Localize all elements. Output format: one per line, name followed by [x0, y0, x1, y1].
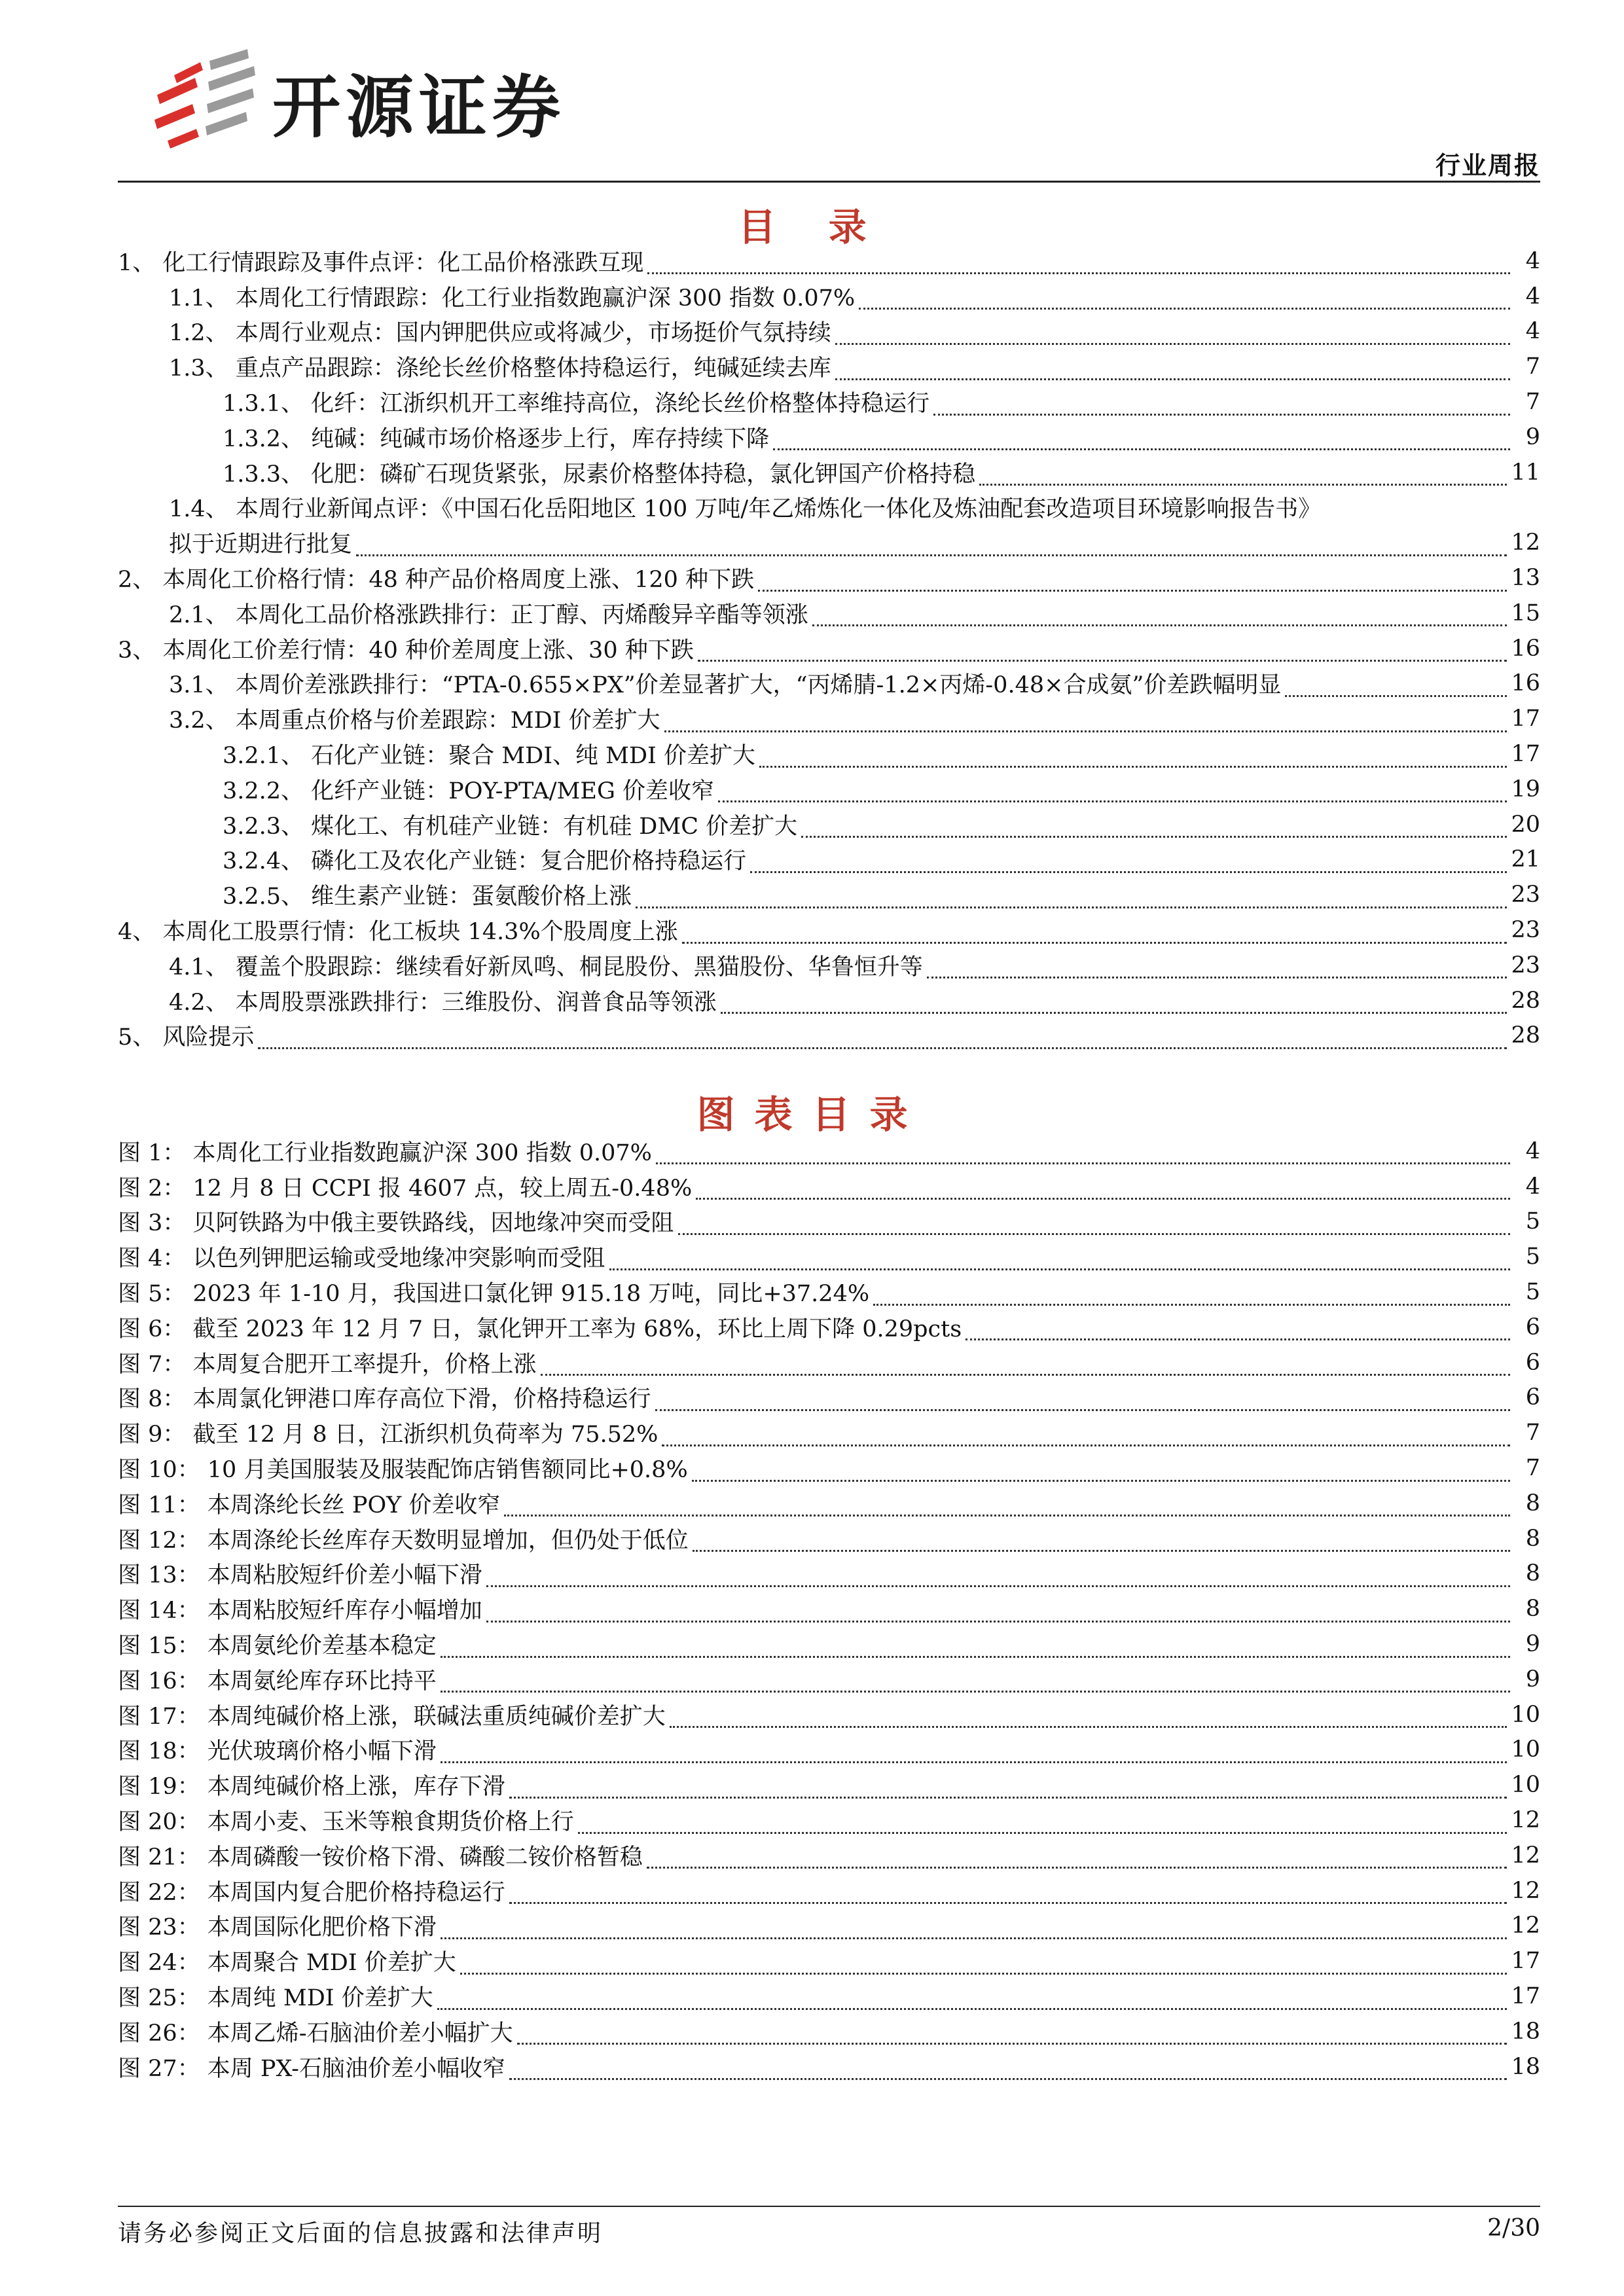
toc-entry-text: 1.2、 本周行业观点：国内钾肥供应或将减少，市场挺价气氛持续: [169, 320, 831, 347]
figure-entry-text: 图 10： 10 月美国服装及服装配饰店销售额同比+0.8%: [118, 1457, 688, 1484]
toc-entry-text: 3.2.2、 化纤产业链：POY-PTA/MEG 价差收窄: [223, 778, 715, 804]
figure-entry-text: 图 27： 本周 PX-石脑油价差小幅收窄: [118, 2055, 505, 2082]
toc-entry[interactable]: [118, 279, 1540, 314]
figure-entry-text: 图 21： 本周磷酸一铵价格下滑、磷酸二铵价格暂稳: [118, 1844, 643, 1871]
dot-leader: [636, 887, 1507, 908]
figure-entry-page: 10: [1511, 1772, 1540, 1799]
toc-entry[interactable]: [118, 349, 1540, 384]
toc-entry[interactable]: [118, 666, 1540, 702]
toc-entry-text: 拟于近期进行批复: [169, 531, 353, 558]
figure-index-title: 图表目录: [696, 1092, 928, 1137]
dot-leader: [835, 323, 1510, 345]
toc-entry[interactable]: [118, 736, 1540, 772]
figure-entry[interactable]: [118, 1274, 1540, 1310]
figure-entry[interactable]: [118, 1626, 1540, 1662]
figure-index-list: [118, 1134, 1540, 2085]
figure-entry[interactable]: [118, 1943, 1540, 1979]
figure-entry-page: 6: [1525, 1384, 1540, 1411]
toc-entry[interactable]: [118, 384, 1540, 420]
figure-entry-text: 图 5： 2023 年 1-10 月，我国进口氯化钾 915.18 万吨，同比+37.24%: [118, 1281, 870, 1308]
figure-entry-page: 17: [1511, 1948, 1540, 1975]
dot-leader: [670, 1706, 1507, 1728]
dot-leader: [682, 922, 1507, 944]
figure-entry-page: 5: [1525, 1279, 1540, 1306]
toc-entry-page: 23: [1511, 917, 1540, 944]
toc-entry[interactable]: [118, 807, 1540, 842]
figure-entry-page: 17: [1511, 1983, 1540, 2010]
toc-entry-text: 3.2.5、 维生素产业链：蛋氨酸价格上涨: [223, 884, 632, 910]
report-type: 行业周报: [1435, 151, 1540, 180]
figure-entry-text: 图 6： 截至 2023 年 12 月 7 日，氯化钾开工率为 68%，环比上周下降 0.29pcts: [118, 1316, 962, 1342]
dot-leader: [578, 1812, 1507, 1834]
toc-entry[interactable]: [118, 842, 1540, 878]
dot-leader: [759, 746, 1507, 768]
figure-entry[interactable]: [118, 1204, 1540, 1240]
dot-leader: [517, 2023, 1507, 2045]
figure-entry[interactable]: [118, 1662, 1540, 1697]
figure-entry-page: 18: [1511, 2053, 1540, 2080]
dot-leader: [509, 1777, 1507, 1799]
figure-entry[interactable]: [118, 1838, 1540, 1873]
figure-entry[interactable]: [118, 1697, 1540, 1732]
header-divider: [118, 181, 1540, 183]
figure-entry-text: 图 11： 本周涤纶长丝 POY 价差收窄: [118, 1492, 501, 1518]
toc-entry-page: 17: [1511, 706, 1540, 732]
figure-entry-page: 12: [1511, 1912, 1540, 1939]
figure-entry-page: 9: [1525, 1631, 1540, 1658]
toc-entry[interactable]: [118, 631, 1540, 666]
figure-entry[interactable]: [118, 1521, 1540, 1556]
figure-entry-text: 图 7： 本周复合肥开工率提升，价格上涨: [118, 1351, 537, 1378]
figure-entry-text: 图 23： 本周国际化肥价格下滑: [118, 1914, 437, 1941]
toc-entry-text: 4.2、 本周股票涨跌排行：三维股份、润普食品等领涨: [169, 989, 717, 1016]
toc-entry-page: 4: [1525, 318, 1540, 345]
dot-leader: [678, 1213, 1510, 1235]
figure-entry-page: 5: [1525, 1208, 1540, 1235]
toc-entry[interactable]: [118, 772, 1540, 807]
toc-entry[interactable]: [118, 948, 1540, 983]
dot-leader: [504, 1495, 1510, 1516]
figure-entry-page: 7: [1525, 1455, 1540, 1482]
dot-leader: [441, 1671, 1510, 1693]
toc-entry-page: 11: [1511, 459, 1540, 486]
dot-leader: [460, 1953, 1507, 1975]
figure-entry[interactable]: [118, 1591, 1540, 1626]
toc-entry-page: 20: [1511, 811, 1540, 838]
toc-entry-text: 4.1、 覆盖个股跟踪：继续看好新凤鸣、桐昆股份、黑猫股份、华鲁恒升等: [169, 954, 923, 980]
toc-entry-text: 3.2.1、 石化产业链：聚合 MDI、纯 MDI 价差扩大: [223, 743, 756, 770]
toc-entry-page: 9: [1525, 423, 1540, 450]
toc-entry-text: 1、 化工行情跟踪及事件点评：化工品价格涨跌互现: [118, 249, 644, 276]
dot-leader: [486, 1601, 1510, 1623]
figure-entry-text: 图 13： 本周粘胶短纤价差小幅下滑: [118, 1562, 482, 1589]
dot-leader: [437, 1988, 1507, 2010]
dot-leader: [1285, 675, 1507, 697]
toc-entry-page: 16: [1511, 670, 1540, 697]
figure-entry-text: 图 17： 本周纯碱价格上涨，联碱法重质纯碱价差扩大: [118, 1703, 666, 1730]
figure-entry-page: 12: [1511, 1842, 1540, 1869]
dot-leader: [721, 992, 1507, 1014]
toc-list: [118, 243, 1540, 1053]
figure-entry[interactable]: [118, 1486, 1540, 1521]
figure-entry-text: 图 24： 本周聚合 MDI 价差扩大: [118, 1950, 456, 1977]
figure-entry[interactable]: [118, 1239, 1540, 1274]
figure-entry-text: 图 20： 本周小麦、玉米等粮食期货价格上行: [118, 1809, 574, 1836]
dot-leader: [718, 781, 1507, 802]
figure-entry[interactable]: [118, 1415, 1540, 1450]
figure-entry[interactable]: [118, 1873, 1540, 1909]
dot-leader: [486, 1566, 1510, 1587]
toc-entry-text: 2.1、 本周化工品价格涨跌排行：正丁醇、丙烯酸异辛酯等领涨: [169, 601, 808, 628]
figure-entry-text: 图 3： 贝阿铁路为中俄主要铁路线，因地缘冲突而受阻: [118, 1210, 674, 1237]
figure-entry-page: 6: [1525, 1314, 1540, 1340]
figure-entry[interactable]: [118, 1767, 1540, 1803]
figure-entry-text: 图 19： 本周纯碱价格上涨，库存下滑: [118, 1774, 505, 1801]
toc-entry-text: 1.4、 本周行业新闻点评：《中国石化岳阳地区 100 万吨/年乙烯炼化一体化及炼油配套改造项目环境影响报告书》: [169, 496, 1322, 523]
figure-entry-page: 18: [1511, 2018, 1540, 2045]
toc-entry[interactable]: [118, 1018, 1540, 1054]
figure-entry-page: 9: [1525, 1666, 1540, 1693]
dot-leader: [835, 359, 1510, 380]
dot-leader: [509, 2058, 1507, 2080]
figure-entry-text: 图 18： 光伏玻璃价格小幅下滑: [118, 1738, 437, 1765]
dot-leader: [979, 464, 1507, 486]
figure-entry-page: 8: [1525, 1490, 1540, 1516]
toc-entry[interactable]: [118, 525, 1540, 560]
figure-entry-text: 图 2： 12 月 8 日 CCPI 报 4607 点，较上周五-0.48%: [118, 1175, 693, 1202]
dot-leader: [873, 1284, 1510, 1306]
company-name: 开源证券: [272, 67, 566, 147]
dot-leader: [541, 1354, 1510, 1376]
figure-entry[interactable]: [118, 1134, 1540, 1169]
toc-entry[interactable]: [118, 243, 1540, 279]
figure-entry-page: 10: [1511, 1736, 1540, 1763]
toc-entry[interactable]: [118, 314, 1540, 350]
toc-entry-text: 1.3.1、 化纤：江浙织机开工率维持高位，涤纶长丝价格整体持稳运行: [223, 391, 930, 418]
toc-entry-text: 3.2.4、 磷化工及农化产业链：复合肥价格持稳运行: [223, 848, 747, 875]
toc-entry-page: 7: [1525, 389, 1540, 416]
toc-entry[interactable]: [118, 912, 1540, 948]
figure-entry-text: 图 22： 本周国内复合肥价格持稳运行: [118, 1879, 505, 1906]
logo-mark-icon: [149, 49, 261, 154]
figure-entry-page: 5: [1525, 1244, 1540, 1270]
figure-entry-page: 4: [1525, 1173, 1540, 1200]
dot-leader: [664, 711, 1507, 732]
figure-entry[interactable]: [118, 1909, 1540, 1944]
figure-entry-text: 图 16： 本周氨纶库存环比持平: [118, 1668, 437, 1695]
dot-leader: [965, 1319, 1510, 1340]
toc-entry-page: 19: [1511, 776, 1540, 802]
toc-entry-text: 1.3、 重点产品跟踪：涤纶长丝价格整体持稳运行，纯碱延续去库: [169, 355, 831, 382]
figure-entry-page: 7: [1525, 1420, 1540, 1446]
toc-entry[interactable]: [118, 701, 1540, 736]
footer-divider: [118, 2206, 1540, 2207]
toc-entry[interactable]: [118, 983, 1540, 1018]
figure-entry-text: 图 8： 本周氯化钾港口库存高位下滑，价格持稳运行: [118, 1386, 651, 1413]
dot-leader: [441, 1918, 1507, 1939]
toc-entry[interactable]: [118, 596, 1540, 631]
toc-entry-page: 13: [1511, 565, 1540, 592]
dot-leader: [693, 1530, 1510, 1552]
figure-entry-page: 8: [1525, 1525, 1540, 1552]
toc-entry-text: 4、 本周化工股票行情：化工板块 14.3%个股周度上涨: [118, 919, 678, 946]
dot-leader: [812, 605, 1507, 626]
dot-leader: [647, 253, 1510, 274]
dot-leader: [758, 570, 1507, 592]
figure-entry[interactable]: [118, 1310, 1540, 1345]
dot-leader: [696, 1178, 1510, 1200]
toc-entry-page: 12: [1511, 529, 1540, 556]
figure-entry[interactable]: [118, 1380, 1540, 1416]
figure-entry[interactable]: [118, 2014, 1540, 2049]
toc-entry-text: 1.3.2、 纯碱：纯碱市场价格逐步上行，库存持续下降: [223, 425, 770, 452]
figure-entry-text: 图 9： 截至 12 月 8 日，江浙织机负荷率为 75.52%: [118, 1422, 659, 1448]
dot-leader: [356, 535, 1507, 556]
dot-leader: [647, 1847, 1507, 1869]
toc-entry-text: 2、 本周化工价格行情：48 种产品价格周度上涨、120 种下跌: [118, 567, 754, 594]
dot-leader: [441, 1636, 1510, 1658]
footer-disclaimer: 请务必参阅正文后面的信息披露和法律声明: [118, 2220, 604, 2247]
figure-entry-page: 10: [1511, 1701, 1540, 1728]
figure-entry-text: 图 26： 本周乙烯-石脑油价差小幅扩大: [118, 2020, 513, 2047]
figure-entry-page: 4: [1525, 1138, 1540, 1164]
toc-entry[interactable]: [118, 560, 1540, 596]
dot-leader: [441, 1742, 1507, 1763]
toc-entry-page: 15: [1511, 600, 1540, 626]
toc-entry-text: 1.3.3、 化肥：磷矿石现货紧张，尿素价格整体持稳，氯化钾国产价格持稳: [223, 461, 976, 488]
page-number: 2/30: [1487, 2215, 1540, 2242]
toc-entry-text: 5、 风险提示: [118, 1024, 255, 1051]
figure-entry[interactable]: [118, 1732, 1540, 1768]
figure-entry-page: 12: [1511, 1807, 1540, 1834]
figure-entry[interactable]: [118, 1345, 1540, 1380]
figure-entry[interactable]: [118, 2049, 1540, 2085]
figure-entry-text: 图 14： 本周粘胶短纤库存小幅增加: [118, 1598, 482, 1624]
toc-entry-page: 23: [1511, 882, 1540, 908]
dot-leader: [692, 1460, 1510, 1482]
dot-leader: [750, 852, 1507, 873]
toc-entry-page: 21: [1511, 846, 1540, 873]
toc-entry-text: 3.1、 本周价差涨跌排行：“PTA-0.655×PX”价差显著扩大，“丙烯腈-1.2×丙烯-0.48×合成氨”价差跌幅明显: [169, 672, 1282, 699]
dot-leader: [258, 1028, 1507, 1049]
toc-entry[interactable]: [118, 420, 1540, 455]
figure-entry-text: 图 4： 以色列钾肥运输或受地缘冲突影响而受阻: [118, 1246, 605, 1272]
company-logo: [149, 46, 566, 157]
figure-entry[interactable]: [118, 1979, 1540, 2014]
dot-leader: [662, 1425, 1510, 1446]
toc-entry-page: 28: [1511, 1022, 1540, 1049]
toc-entry[interactable]: [118, 877, 1540, 912]
dot-leader: [773, 429, 1510, 450]
figure-entry-page: 8: [1525, 1560, 1540, 1587]
dot-leader: [801, 816, 1507, 838]
toc-entry-page: 17: [1511, 741, 1540, 768]
figure-entry-text: 图 15： 本周氨纶价差基本稳定: [118, 1633, 437, 1660]
toc-entry-page: 28: [1511, 987, 1540, 1014]
dot-leader: [927, 957, 1507, 978]
dot-leader: [655, 1390, 1510, 1411]
toc-entry-text: 3.2、 本周重点价格与价差跟踪：MDI 价差扩大: [169, 708, 660, 734]
toc-entry[interactable]: [118, 490, 1540, 526]
toc-entry-page: 7: [1525, 353, 1540, 380]
figure-entry-page: 12: [1511, 1877, 1540, 1904]
figure-entry[interactable]: [118, 1556, 1540, 1592]
toc-title: 目 录: [738, 205, 886, 249]
dot-leader: [609, 1249, 1510, 1270]
dot-leader: [656, 1143, 1510, 1164]
figure-entry-text: 图 1： 本周化工行业指数跑赢沪深 300 指数 0.07%: [118, 1139, 652, 1166]
figure-entry[interactable]: [118, 1450, 1540, 1486]
figure-entry-text: 图 25： 本周纯 MDI 价差扩大: [118, 1985, 433, 2012]
figure-entry-page: 6: [1525, 1349, 1540, 1376]
dot-leader: [933, 394, 1510, 416]
toc-entry-page: 23: [1511, 952, 1540, 978]
toc-entry-text: 3.2.3、 煤化工、有机硅产业链：有机硅 DMC 价差扩大: [223, 813, 798, 840]
dot-leader: [698, 640, 1507, 662]
figure-entry[interactable]: [118, 1169, 1540, 1204]
dot-leader: [859, 288, 1510, 310]
figure-entry-text: 图 12： 本周涤纶长丝库存天数明显增加，但仍处于低位: [118, 1527, 689, 1554]
toc-entry-page: 4: [1525, 283, 1540, 310]
figure-entry-page: 8: [1525, 1596, 1540, 1623]
toc-entry[interactable]: [118, 455, 1540, 490]
toc-entry-text: 3、 本周化工价差行情：40 种价差周度上涨、30 种下跌: [118, 637, 694, 664]
toc-entry-page: 4: [1525, 247, 1540, 274]
dot-leader: [509, 1882, 1507, 1904]
toc-entry-page: 16: [1511, 635, 1540, 662]
figure-entry[interactable]: [118, 1803, 1540, 1838]
toc-entry-text: 1.1、 本周化工行情跟踪：化工行业指数跑赢沪深 300 指数 0.07%: [169, 285, 856, 312]
